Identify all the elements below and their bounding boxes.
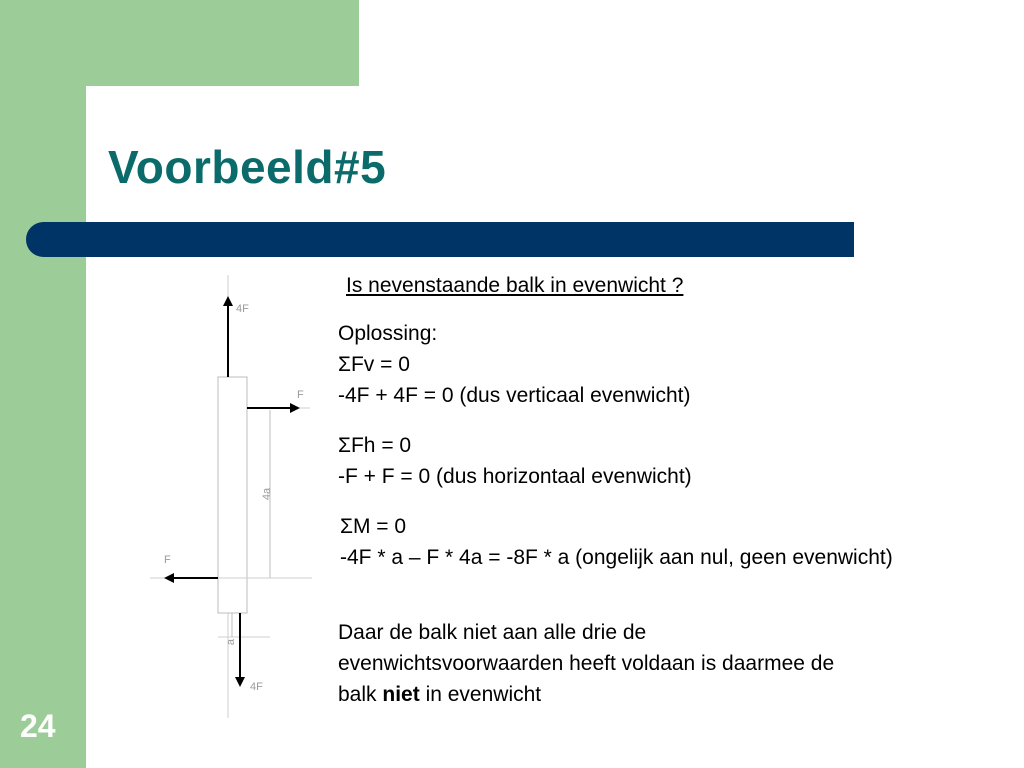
dimension-label-4a: 4a	[261, 487, 273, 501]
question-text: Is nevenstaande balk in evenwicht ?	[346, 274, 684, 297]
conclusion-text-before: balk	[338, 683, 377, 706]
dimension-label-a: a	[225, 638, 237, 646]
page-number: 24	[20, 708, 56, 744]
horizontal-equation: ΣFh = 0	[338, 434, 412, 457]
vertical-equilibrium-block	[338, 318, 690, 411]
conclusion-line-1: Daar de balk niet aan alle drie de	[338, 621, 647, 644]
title-underline-bar	[26, 222, 854, 257]
vertical-equation: ΣFv = 0	[338, 353, 410, 376]
left-green-band	[0, 0, 86, 768]
conclusion-text-after: in evenwicht	[425, 683, 542, 706]
moment-equation: ΣM = 0	[340, 515, 407, 538]
conclusion-block	[338, 617, 978, 710]
conclusion-emphasis: niet	[382, 683, 420, 706]
force-label-right: F	[297, 389, 304, 401]
conclusion-line-3	[338, 679, 978, 710]
force-label-top: 4F	[236, 303, 249, 315]
moment-equilibrium-block	[340, 511, 893, 573]
beam-force-diagram	[140, 270, 330, 720]
solution-heading: Oplossing:	[338, 322, 438, 345]
slide-title: Voorbeeld#5	[108, 141, 387, 193]
horizontal-equilibrium-block	[338, 430, 692, 492]
force-label-bottom: 4F	[250, 681, 263, 693]
top-green-block	[0, 0, 359, 86]
conclusion-line-2: evenwichtsvoorwaarden heeft voldaan is daarmee de	[338, 652, 835, 675]
moment-calculation: -4F * a – F * 4a = -8F * a (ongelijk aan nul, geen evenwicht)	[340, 546, 893, 569]
horizontal-calculation: -F + F = 0 (dus horizontaal evenwicht)	[338, 465, 692, 488]
vertical-calculation: -4F + 4F = 0 (dus verticaal evenwicht)	[338, 384, 691, 407]
force-label-left: F	[164, 554, 171, 566]
